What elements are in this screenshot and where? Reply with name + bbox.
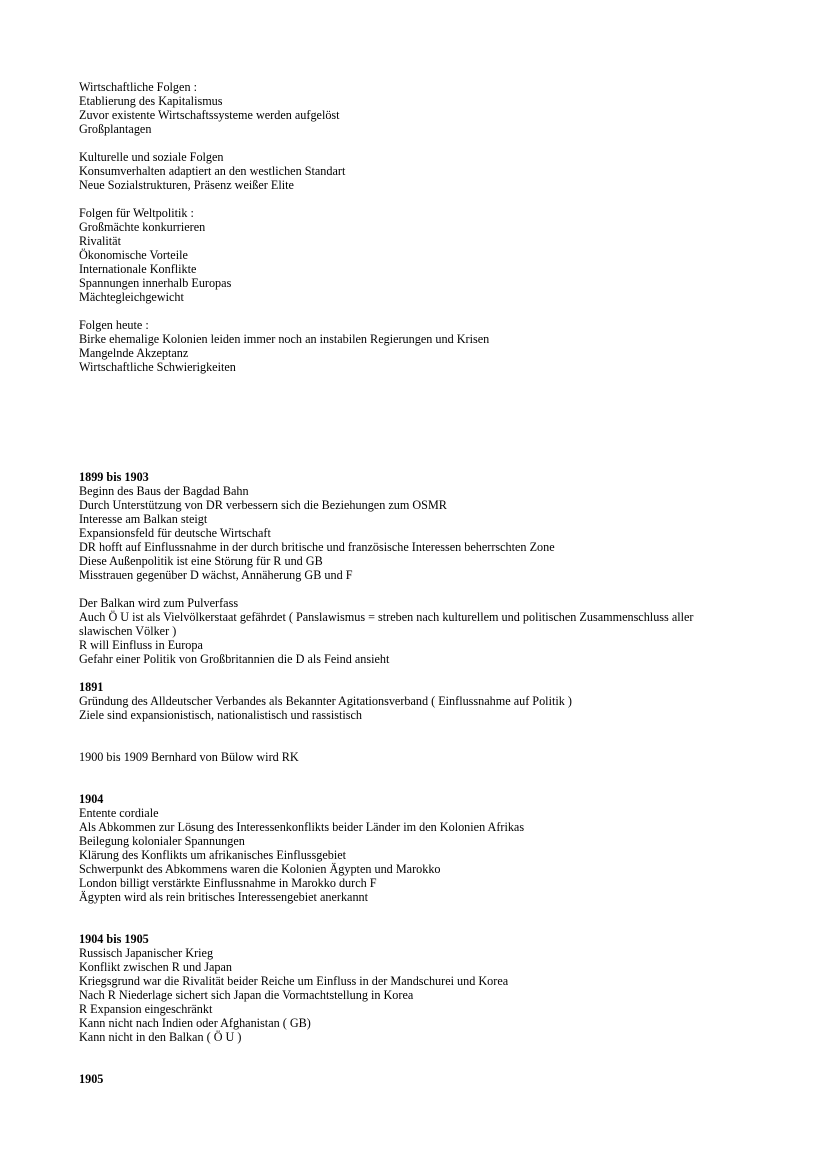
text-line: Klärung des Konflikts um afrikanisches Einflussgebiet xyxy=(79,848,347,862)
text-line: R Expansion eingeschränkt xyxy=(79,1002,213,1016)
text-line: Wirtschaftliche Folgen : xyxy=(79,80,197,94)
text-line: Etablierung des Kapitalismus xyxy=(79,94,223,108)
text-line: Mächtegleichgewicht xyxy=(79,290,184,304)
section-heading: 1904 bis 1905 xyxy=(79,932,149,946)
section-heading: 1905 xyxy=(79,1072,104,1086)
text-line: Interesse am Balkan steigt xyxy=(79,512,208,526)
text-line: Spannungen innerhalb Europas xyxy=(79,276,232,290)
text-line: Folgen für Weltpolitik : xyxy=(79,206,194,220)
text-line: Misstrauen gegenüber D wächst, Annäherung GB und F xyxy=(79,568,353,582)
text-line: Russisch Japanischer Krieg xyxy=(79,946,214,960)
text-line: Folgen heute : xyxy=(79,318,149,332)
text-line: Kriegsgrund war die Rivalität beider Reiche um Einfluss in der Mandschurei und Korea xyxy=(79,974,509,988)
section-heading: 1904 xyxy=(79,792,104,806)
text-line: R will Einfluss in Europa xyxy=(79,638,203,652)
text-line: Großplantagen xyxy=(79,122,152,136)
text-line: Konflikt zwischen R und Japan xyxy=(79,960,232,974)
text-line: Auch Ö U ist als Vielvölkerstaat gefährdet ( Panslawismus = streben nach kulturellem und politischen Zusammenschluss aller slawischen Völker ) xyxy=(79,610,694,638)
text-line: London billigt verstärkte Einflussnahme in Marokko durch F xyxy=(79,876,377,890)
text-line: Nach R Niederlage sichert sich Japan die Vormachtstellung in Korea xyxy=(79,988,414,1002)
text-line: Ägypten wird als rein britisches Interessengebiet anerkannt xyxy=(79,890,369,904)
text-line: Rivalität xyxy=(79,234,121,248)
section-heading: 1899 bis 1903 xyxy=(79,470,149,484)
text-line: Gründung des Alldeutscher Verbandes als Bekannter Agitationsverband ( Einflussnahme auf Politik ) xyxy=(79,694,572,708)
text-line: Schwerpunkt des Abkommens waren die Kolonien Ägypten und Marokko xyxy=(79,862,441,876)
section-heading: 1891 xyxy=(79,680,104,694)
text-line: Konsumverhalten adaptiert an den westlichen Standart xyxy=(79,164,346,178)
text-line: Kann nicht in den Balkan ( Ö U ) xyxy=(79,1030,242,1044)
text-line: Wirtschaftliche Schwierigkeiten xyxy=(79,360,236,374)
text-line: DR hofft auf Einflussnahme in der durch britische und französische Interessen beherrschten Zone xyxy=(79,540,555,554)
text-line: Entente cordiale xyxy=(79,806,159,820)
text-line: Beilegung kolonialer Spannungen xyxy=(79,834,245,848)
text-line: Durch Unterstützung von DR verbessern sich die Beziehungen zum OSMR xyxy=(79,498,447,512)
text-line: Der Balkan wird zum Pulverfass xyxy=(79,596,239,610)
text-line: 1900 bis 1909 Bernhard von Bülow wird RK xyxy=(79,750,299,764)
text-line: Internationale Konflikte xyxy=(79,262,197,276)
text-line: Ziele sind expansionistisch, nationalistisch und rassistisch xyxy=(79,708,362,722)
text-line: Als Abkommen zur Lösung des Interessenkonflikts beider Länder im den Kolonien Afrikas xyxy=(79,820,525,834)
text-line: Beginn des Baus der Bagdad Bahn xyxy=(79,484,249,498)
text-line: Diese Außenpolitik ist eine Störung für R und GB xyxy=(79,554,323,568)
text-line: Kann nicht nach Indien oder Afghanistan ( GB) xyxy=(79,1016,311,1030)
text-line: Großmächte konkurrieren xyxy=(79,220,206,234)
text-line: Mangelnde Akzeptanz xyxy=(79,346,189,360)
text-line: Kulturelle und soziale Folgen xyxy=(79,150,224,164)
text-line: Zuvor existente Wirtschaftssysteme werden aufgelöst xyxy=(79,108,340,122)
text-line: Ökonomische Vorteile xyxy=(79,248,188,262)
text-line: Gefahr einer Politik von Großbritannien die D als Feind ansieht xyxy=(79,652,390,666)
text-line: Neue Sozialstrukturen, Präsenz weißer Elite xyxy=(79,178,294,192)
text-line: Birke ehemalige Kolonien leiden immer noch an instabilen Regierungen und Krisen xyxy=(79,332,490,346)
text-line: Expansionsfeld für deutsche Wirtschaft xyxy=(79,526,271,540)
